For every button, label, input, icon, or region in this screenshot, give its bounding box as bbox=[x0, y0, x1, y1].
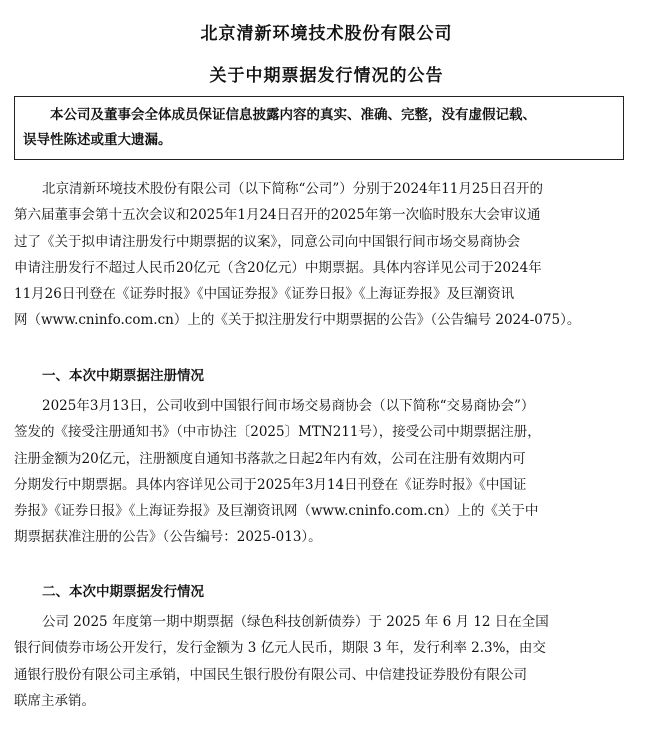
paragraph-line: 期票据获准注册的公告》（公告编号：2025-013）。 bbox=[14, 529, 322, 546]
notice-line: 误导性陈述或重大遗漏。 bbox=[23, 132, 172, 148]
paragraph-line: 签发的《接受注册通知书》（中市协注〔2025〕MTN211号），接受公司中期票据注册， bbox=[14, 424, 541, 441]
disclosure-notice-box bbox=[14, 96, 624, 160]
paragraph-line: 联席主承销。 bbox=[14, 692, 95, 709]
paragraph-line: 11月26日刊登在《证券时报》《中国证券报》《证券日报》《上海证券报》及巨潮资讯 bbox=[14, 286, 515, 303]
paragraph-line: 注册金额为20亿元，注册额度自通知书落款之日起2年内有效，公司在注册有效期内可 bbox=[14, 450, 526, 467]
section-heading-issuance: 二、本次中期票据发行情况 bbox=[42, 584, 204, 600]
paragraph-line: 北京清新环境技术股份有限公司（以下简称“公司”）分别于2024年11月25日召开的 bbox=[42, 181, 544, 197]
paragraph-line: 银行间债券市场公开发行，发行金额为 3 亿元人民币，期限 3 年，发行利率 2.3%，由交 bbox=[14, 640, 546, 657]
paragraph-line: 第六届董事会第十五次会议和2025年1月24日召开的2025年第一次临时股东大会审议通 bbox=[14, 207, 541, 224]
notice-line: 本公司及董事会全体成员保证信息披露内容的真实、准确、完整，没有虚假记载、 bbox=[50, 107, 536, 123]
company-title: 北京清新环境技术股份有限公司 bbox=[200, 24, 453, 44]
intro-paragraph bbox=[14, 176, 626, 334]
registration-paragraph bbox=[14, 393, 626, 551]
paragraph-line: 通银行股份有限公司主承销，中国民生银行股份有限公司、中信建投证券股份有限公司 bbox=[14, 666, 527, 683]
paragraph-line: 2025年3月13日，公司收到中国银行间市场交易商协会（以下简称“交易商协会”） bbox=[42, 398, 535, 414]
paragraph-line: 公司 2025 年度第一期中期票据（绿色科技创新债券）于 2025 年 6 月 12 日在全国 bbox=[42, 614, 549, 630]
paragraph-line: 过了《关于拟申请注册发行中期票据的议案》，同意公司向中国银行间市场交易商协会 bbox=[14, 233, 521, 250]
paragraph-line: 申请注册发行不超过人民币20亿元（含20亿元）中期票据。具体内容详见公司于2024年 bbox=[14, 259, 542, 276]
paragraph-line: 分期发行中期票据。具体内容详见公司于2025年3月14日刊登在《证券时报》《中国证 bbox=[14, 476, 527, 493]
section-heading-registration: 一、本次中期票据注册情况 bbox=[42, 368, 204, 384]
paragraph-line: 券报》《证券日报》《上海证券报》及巨潮资讯网（www.cninfo.com.cn）上的《关于中 bbox=[14, 503, 539, 520]
paragraph-line: 网（www.cninfo.com.cn）上的《关于拟注册发行中期票据的公告》（公告编号 2024-075）。 bbox=[14, 312, 581, 329]
issuance-paragraph bbox=[14, 609, 626, 714]
announcement-title: 关于中期票据发行情况的公告 bbox=[209, 66, 444, 86]
